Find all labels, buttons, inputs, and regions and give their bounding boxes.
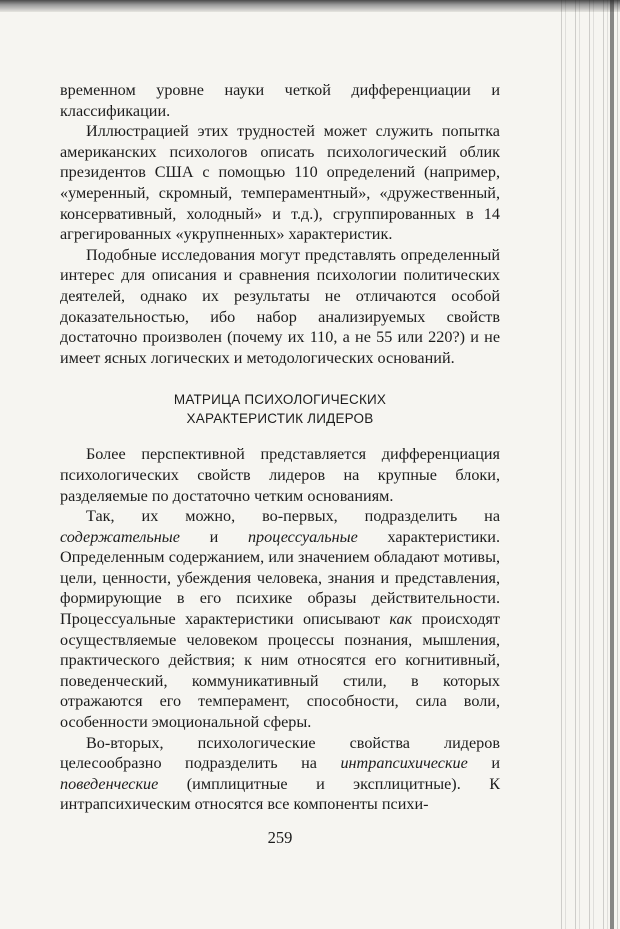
emphasis-term: поведенческие <box>60 774 159 793</box>
scan-top-edge <box>0 0 620 12</box>
emphasis-term: интрапсихические <box>340 754 468 773</box>
text-run: (имплицитные и эксплицитные). К интрапсихическим относятся все компоненты психи- <box>60 774 500 814</box>
text-run: происходят осуществляемые человеком процессы познания, мышления, практического действия; к ним относятся его когнитивный, поведенческий, коммуникативный стили, в которых отражаются его темперамент, способности, сила воли, особенности эмоциональной сферы. <box>60 610 500 732</box>
text-run: характеристики. Определенным содержанием, или значением обладают мотивы, цели, ценности, убеждения человека, знания и представления, формирующие в его психике образы действительности. Процессуальные характеристики описывают <box>60 527 500 629</box>
emphasis-term: как <box>389 610 413 629</box>
paragraph-content-process <box>60 506 500 733</box>
text-run: Так, их можно, во-первых, подразделить на <box>86 507 500 526</box>
section-heading-line-1: МАТРИЦА ПСИХОЛОГИЧЕСКИХ <box>173 392 387 408</box>
paragraph-studies: Подобные исследования могут представлять определенный интерес для описания и сравнения психологии политических деятелей, однако их результаты не отличаются особой доказательностью, ибо набор анализируемых свойств достаточно произволен (почему их 110, а не 55 или 220?) и не имеет ясных логических и методологических оснований. <box>60 245 500 367</box>
scan-right-edge <box>556 0 620 929</box>
scan-binding-bar <box>610 0 614 929</box>
paragraph-continuation: временном уровне науки четкой дифференциации и классификации. <box>60 81 500 120</box>
paragraph-intrapsychic <box>60 733 500 815</box>
page-number: 259 <box>267 828 293 847</box>
emphasis-term: процессуальные <box>247 527 358 546</box>
paragraph-perspective: Более перспективной представляется дифференциация психологических свойств лидеров на крупные блоки, разделяемые по достаточно четким основаниям. <box>60 445 500 505</box>
page-body <box>60 80 500 815</box>
paragraph-illustration: Иллюстрацией этих трудностей может служить попытка американских психологов описать психологический облик президентов США с помощью 110 определений (например, «умеренный, скромный, темпераментный», «дружественный, консервативный, холодный» и т.д.), сгруппированных в 14 агрегированных «укрупненных» характеристик. <box>60 122 500 244</box>
emphasis-term: содержательные <box>60 527 180 546</box>
text-run: Во-вторых, психологические свойства лидеров целесообразно подразделить на <box>60 733 500 773</box>
text-run: и <box>467 754 500 773</box>
section-heading <box>60 390 500 428</box>
text-run: и <box>179 527 248 546</box>
section-heading-line-2: ХАРАКТЕРИСТИК ЛИДЕРОВ <box>186 411 374 427</box>
